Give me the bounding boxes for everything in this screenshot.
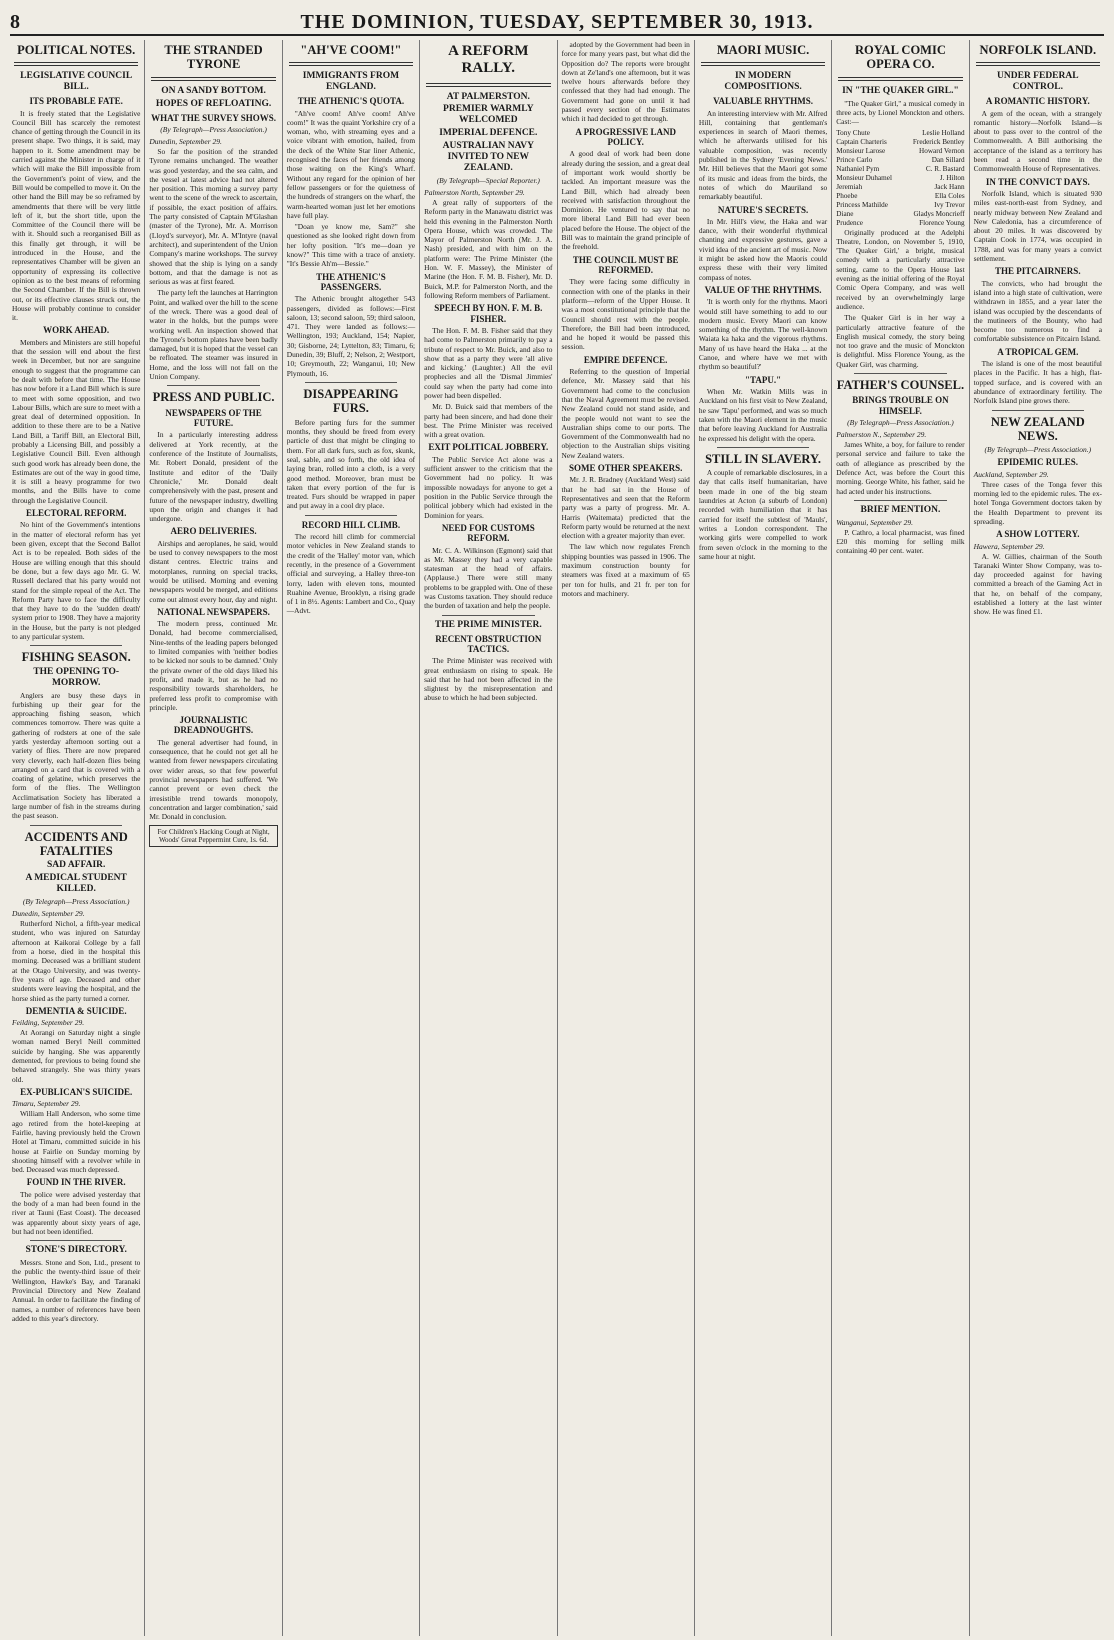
- subheadline: BRINGS TROUBLE ON HIMSELF.: [852, 395, 949, 416]
- paragraph: At Aorangi on Saturday night a single woman named Beryl Neill committed suicide by hanging. She was apparently demented, for previous to being found she behaved strangely. She was thirty years old.: [12, 1028, 141, 1084]
- subheadline: AUSTRALIAN NAVY INVITED TO NEW ZEALAND.: [442, 141, 535, 174]
- paragraph: An interesting interview with Mr. Alfred Hill, containing that gentleman's experiences in search of Maori themes, which he afterwards utilised for his valuable composition, was recently published in the Sydney 'Evening News.' Mr. Hill believes that the Maori got some of its music and ideas from the birds, the notes of which do Mauriland so remarkably beautiful.: [698, 108, 828, 202]
- section-heading: AERO DELIVERIES.: [170, 526, 257, 537]
- paragraph: adopted by the Government had been in force for many years past, but what did the Opposition do? The reports were brought down at Ze'land's one afternoon, but it was twelve hours afterwards before they confessed that they had had enough. The Government had gone on until it had passed every section of the Estimates which it had decided to get through.: [561, 40, 690, 124]
- subheadline: ITS PROBABLE FATE.: [29, 96, 123, 107]
- paragraph: Anglers are busy these days in furbishing up their gear for the approaching fishing season, which commences tomorrow. There was quite a gathering of rodsters at one of the sale yards yesterday afternoon sorting out a variety of flies. There are now prepared very cleverly, each half-dozen flies being arranged on a card that is covered with a coating of gelatine, which preserves the form of the flies. The Wellington Acclimatisation Society has liberated a large number of fish in the streams during the past season.: [12, 690, 141, 821]
- section-heading: NATIONAL NEWSPAPERS.: [157, 606, 270, 617]
- column-political-notes: [8, 40, 145, 1636]
- section-heading: VALUE OF THE RHYTHMS.: [704, 284, 822, 295]
- subheadline: A ROMANTIC HISTORY.: [985, 96, 1090, 107]
- cast-actor: Dan Sillard: [931, 155, 965, 164]
- paragraph: The convicts, who had brought the island into a high state of cultivation, were withdrawn in 1855, and a year later the island was occupied by the descendants of the mutineers of the Bounty, who had become too numerous to find a comfortable subsistence on Pitcairn Island.: [973, 278, 1102, 344]
- section-heading: EXIT POLITICAL JOBBERY.: [428, 442, 549, 453]
- cast-row: [836, 156, 964, 165]
- paragraph: The police were advised yesterday that the body of a man had been found in the river at Tauni (East Coast). The deceased was apparently about sixty years of age, but had not been identified.: [12, 1189, 141, 1236]
- section-heading: DEMENTIA & SUICIDE.: [25, 1005, 127, 1016]
- cast-role: Prince Carlo: [836, 155, 873, 164]
- paragraph: So far the position of the stranded Tyrone remains unchanged. The weather was good yesterday, and the sea calm, and the vessel at latest advice had not altered her position. This morning a survey party went to the scene of the wreck to ascertain, if possible, the exact position of affairs. The party consisted of Captain M'Glashan (master of the Tyrone), Mr. A. Morrison (Lloyd's surveyor), Mr. A. M'Intyre (naval architect), and superintendent of the Union Company's marine workshops. The survey showed that the ship is lying on a sandy bottom, and that the damage is not as serious as was at first feared.: [149, 146, 278, 287]
- paragraph: The law which now regulates French shipping bounties was passed in 1906. The maximum construction bounty for steamers was fixed at a maximum of 65 per ton for hulls, and 21 fr. per ton for motors and machinery.: [561, 542, 690, 598]
- section-heading: EPIDEMIC RULES.: [997, 457, 1079, 468]
- headline: "AH'VE COOM!": [300, 43, 402, 57]
- cast-row: [836, 129, 964, 138]
- paragraph: The Prime Minister was received with great enthusiasm on rising to speak. He said that he had not been affected in the slightest by the misrepresentation and abuse to which he had been subjected.: [424, 656, 553, 703]
- paragraph: 'It is worth only for the rhythms. Maori would still have something to add to our modern music. Every Maori can know something of the rhythm. The well-known Waiata ka haka and the vigorous rhythms. Many of us have heard the Haka ... at the Canoe, and where have we met with rhythm so beautiful?': [698, 297, 828, 372]
- headline: NEW ZEALAND NEWS.: [990, 414, 1085, 443]
- subheadline: BRIEF MENTION.: [860, 504, 941, 515]
- section-heading: THE COUNCIL MUST BE REFORMED.: [572, 254, 679, 275]
- subheadline: THE PRIME MINISTER.: [434, 619, 542, 630]
- paragraph: Mr. D. Buick said that members of the party had been sincere, and had done their best. The Prime Minister was received with a great ovation.: [424, 402, 553, 440]
- newspaper-title: THE DOMINION, TUESDAY, SEPTEMBER 30, 1913.: [300, 11, 814, 33]
- subheadline: HOPES OF REFLOATING.: [155, 98, 272, 109]
- byline: (By Telegraph—Press Association.): [160, 124, 267, 134]
- paragraph: James White, a boy, for failure to render personal service and failure to take the oath of allegiance as prescribed by the Defence Act, was before the Court this morning. George White, his father, said he had acted under his instructions.: [836, 440, 965, 496]
- column-comic-opera: [832, 40, 969, 1636]
- subheadline: THE ATHENIC'S QUOTA.: [297, 96, 405, 107]
- subheadline: RECENT OBSTRUCTION TACTICS.: [435, 633, 542, 654]
- section-heading: IN THE CONVICT DAYS.: [985, 176, 1090, 187]
- column-reform-rally: [420, 40, 557, 1636]
- section-heading: THE PITCAIRNERS.: [995, 266, 1081, 277]
- subheadline: A MEDICAL STUDENT KILLED.: [25, 873, 127, 895]
- section-heading: SOME OTHER SPEAKERS.: [569, 463, 683, 473]
- headline: NORFOLK ISLAND.: [979, 43, 1097, 57]
- subheadline: AT PALMERSTON.: [446, 91, 530, 102]
- cast-role: Monsieur Duhamel: [836, 173, 892, 182]
- paragraph: The island is one of the most beautiful places in the Pacific. It has a high, flat-topped surface, and is covered with an abundance of extraordinary fertility. The Norfolk Island pine grows there.: [973, 359, 1102, 406]
- headline: DISAPPEARING FURS.: [303, 386, 399, 416]
- section-heading: "TAPU.": [745, 374, 782, 385]
- paragraph: It is freely stated that the Legislative Council Bill has scarcely the remotest chance of getting through the Council in its present shape. Two things, it is said, may happen to it. Some amendment may be carried against the Minister in charge of it which will make the Bill impossible from the Government's point of view, and the Bill would be compelled to move it. On the other hand the Bill may be so reframed by amendments that there will be very little left of it, but the short title, upon the Committee of the Council there will be with it. Should such a reorganised Bill as this finally get through, it will be introduced in the House, and the representatives Chamber will be given an opportunity of expressing its collective opinion as to the best means of reforming the Second Chamber. If the Bill is thrown out, or its effective clauses struck out, the House will probably continue to consider it.: [12, 108, 141, 323]
- subheadline: STONE'S DIRECTORY.: [25, 1245, 127, 1256]
- cast-actor: C. R. Bastard: [925, 164, 965, 173]
- column-immigrants: [283, 40, 420, 1636]
- subheadline: PREMIER WARMLY WELCOMED: [443, 104, 534, 126]
- cast-role: Jeremiah: [836, 182, 863, 191]
- paragraph: Rutherford Nichol, a fifth-year medical student, who was injured on Saturday afternoon at Kaikorai College by a fall from a horse, died in the hospital this morning. Deceased was a brilliant student at the Otago University, and was twenty-five years of age. Deceased and other students were leaving the hospital, and the horse shied as the party turned a corner.: [12, 919, 141, 1003]
- paragraph: Members and Ministers are still hopeful that the session will end about the first week in December, but nor are sanguine enough to suggest that the programme can be dealt with before that time. The House has now before it a Land Bill which is sure to meet with some opposition, and two Labour Bills, which are sure to meet with a great deal of determined opposition. In addition to these there are to be a Native Land Bill, a Tariff Bill, an Electoral Bill, probably a Licensing Bill, and possibly a Legislative Council Bill. Even although such good work has already been done, the Estimates are out of the way in good time, it is still a heavy programme for two months, and the Bills have to come through the Legislative Council.: [12, 337, 141, 505]
- cast-row: [836, 147, 964, 156]
- cast-actor: Frederick Bentley: [912, 137, 965, 146]
- columns: [8, 40, 1106, 1636]
- paragraph: The modern press, continued Mr. Donald, had become commercialised, Nine-tenths of the leading papers belonged to limited companies with 'neither bodies to be kicked nor souls to be damned.' Only the private owner of the old days liked his profit, and made it, but as he had no responsibility towards shareholders, he preferred less profit to compromise with principle.: [149, 619, 278, 712]
- paragraph: They were facing some difficulty in connection with one of the planks in their platform—reform of the Upper House. It was a most constitutional principle that the Council should rest with the people. Therefore, the Bill had been introduced, and he hoped it would be passed this session.: [561, 277, 690, 352]
- subheadline: IMMIGRANTS FROM ENGLAND.: [302, 71, 400, 93]
- paragraph: Originally produced at the Adelphi Theatre, London, on November 5, 1910, 'The Quaker Girl,' a bright, musical comedy with a particularly attractive setting, came to the Opera House last evening as the initial offering of the Royal Comic Opera Company, and was well received by an overwhelmingly large audience.: [836, 227, 965, 311]
- section-heading: JOURNALISTIC DREADNOUGHTS.: [173, 715, 254, 736]
- subheadline: IMPERIAL DEFENCE.: [439, 128, 538, 139]
- page-number: 8: [10, 11, 20, 33]
- paragraph: In Mr. Hill's view, the Haka and war dance, with their wonderful rhythmical chanting and expressive gestures, gave a vivid idea of the ancient art of music. Now it might be asked how the Maoris could express these with their very limited compass of notes.: [698, 216, 828, 282]
- paragraph: Airships and aeroplanes, he said, would be used to convey newspapers to the most distant centres. Electric trains and motorplanes, running on special tracks, would be utilised. Morning and evening newspapers would be merged, and editions come out almost every hour, day and night.: [149, 538, 278, 604]
- subheadline: WHAT THE SURVEY SHOWS.: [151, 112, 276, 123]
- cast-row: [836, 219, 964, 228]
- section-heading: SPEECH BY HON. F. M. B. FISHER.: [434, 303, 543, 324]
- subheadline: VALUABLE RHYTHMS.: [713, 96, 813, 107]
- byline: (By Telegraph—Press Association.): [847, 418, 954, 428]
- paragraph: P. Cathro, a local pharmacist, was fined £20 this morning for selling milk containing 40 per cent. water.: [836, 527, 965, 556]
- headline: MAORI MUSIC.: [716, 43, 810, 57]
- paragraph: When Mr. Watkin Mills was in Auckland on his first visit to New Zealand, he saw 'Tapu' performed, and was so much taken with the Maori element in the music that before leaving Auckland for Australia he expressed his delight with the opera.: [698, 387, 828, 443]
- paragraph: The record hill climb for commercial motor vehicles in New Zealand stands to the credit of the 'Halley' motor van, which recently, in the presence of a Government official and surveying, a Halley three-ton lorry, laden with eleven tons, mounted Ruahine Avenue, Brooklyn, a rising grade of 1 in 8½. Agents: Lambert and Co., Quay—Advt.: [286, 532, 416, 616]
- byline: (By Telegraph—Press Association.): [22, 897, 130, 907]
- advertisement: For Children's Hacking Cough at Night, Woods' Great Peppermint Cure, 1s. 6d.: [149, 825, 277, 847]
- section-heading: NEED FOR CUSTOMS REFORM.: [441, 522, 535, 544]
- paragraph: "Doan ye know me, Sam?" she questioned as she looked right down from her lofty position. "It's me—doan ye know?" This time with a trace of anxiety. "It's Bessie Ah'm—Bessie.": [286, 222, 416, 269]
- column-maori-music: [695, 40, 832, 1636]
- section-heading: WORK AHEAD.: [43, 325, 110, 336]
- paragraph: William Hall Anderson, who some time ago retired from the hotel-keeping at Fairlie, having previously held the Crown Hotel at Timaru, committed suicide in his house at Fairlie on Sunday morning by shooting himself with a revolver while in bed. Deceased was much depressed.: [12, 1109, 141, 1175]
- column-reform-rally-continued: [558, 40, 695, 1636]
- cast-role: Nathaniel Pym: [836, 164, 880, 173]
- cast-row: [836, 138, 964, 147]
- cast-role: Phoebe: [836, 191, 858, 200]
- cast-row: [836, 201, 964, 210]
- section-heading: EX-PUBLICAN'S SUICIDE.: [20, 1086, 133, 1097]
- dateline: Dunedin, September 29.: [149, 136, 222, 146]
- cast-row: [836, 165, 964, 174]
- paragraph: Three cases of the Tonga fever this morning led to the epidemic rules. The ex-hotel Tonga Government doctors taken by the Health Department to prevent its spreading.: [973, 479, 1102, 526]
- paragraph: A good deal of work had been done already during the session, and a great deal of important work would shortly be tackled. An important measure was the Land Bill, which had already been received with satisfaction throughout the Dominion. He ventured to say that no more liberal Land Bill had ever been placed before the House. The object of the Bill was to maintain the grand principle of the freehold.: [561, 149, 690, 252]
- headline: FISHING SEASON.: [21, 650, 131, 665]
- subheadline: THE OPENING TO-MORROW.: [33, 666, 120, 688]
- dateline: Feilding, September 29.: [12, 1018, 85, 1028]
- subheadline: ON A SANDY BOTTOM.: [161, 85, 266, 96]
- paragraph: Before parting furs for the summer months, they should be freed from every particle of dust that might be clinging to them. For all dark furs, such as fox, skunk, seal, sable, and so forth, the old idea of laying bran, rolled into a cloth, is a very good method. Moreover, bran must be taken that every portion of the fur is treated. Furs should be wrapped in paper and put away in a cool dry place.: [286, 417, 416, 511]
- section-heading: NATURE'S SECRETS.: [717, 204, 809, 215]
- cast-role: Prudence: [836, 218, 863, 227]
- cast-actor: Florence Young: [919, 218, 965, 227]
- paragraph: "Ah've coom! Ah've coom! Ah've coom!" It was the quaint Yorkshire cry of a woman, who, with streaming eyes and a voice vibrant with emotion, hailed, from the deck of the White Star liner Athenic, recognised the faces of her friends among those waiting on the King's Wharf. Without any regard for the opinion of her fellow passengers or for the quietness of the hundreds of strangers on the wharf, the warm-hearted woman just let her emotions have full play.: [286, 108, 416, 220]
- byline: (By Telegraph—Press Association.): [984, 445, 1092, 455]
- headline: FATHER'S COUNSEL.: [836, 378, 965, 393]
- cast-role: Diane: [836, 209, 854, 218]
- headline: THE STRANDED TYRONE: [164, 43, 263, 72]
- dateline: Palmerston N., September 29.: [836, 430, 927, 440]
- dateline: Palmerston North, September 29.: [424, 187, 525, 197]
- dateline: Dunedin, September 29.: [12, 909, 85, 919]
- headline: ACCIDENTS AND FATALITIES: [24, 829, 128, 859]
- cast-actor: Ivy Trevor: [934, 200, 965, 209]
- paragraph: Referring to the question of Imperial defence, Mr. Massey said that his Government had come to the conclusion that the Naval Agreement must be revised. New Zealand could not stand aside, and the people would not want to see the Australian ships come to our ports. The Government of the Commonwealth had no objection to the Australian ships visiting New Zealand waters.: [561, 367, 690, 460]
- section-heading: EMPIRE DEFENCE.: [583, 354, 668, 365]
- cast-role: Captain Charteris: [836, 137, 887, 146]
- masthead: [10, 0, 1104, 36]
- cast-row: [836, 210, 964, 219]
- cast-actor: Howard Vernon: [919, 146, 965, 155]
- paragraph: Mr. J. R. Bradney (Auckland West) said that he had sat in the House of Representatives and seen that the Reform party was a party of progress. Mr. A. Harris (Waitemata) predicted that the Reform party would be returned at the next election with a greater majority than ever.: [561, 475, 690, 541]
- subheadline: IN "THE QUAKER GIRL.": [842, 85, 959, 96]
- column-stranded-tyrone: [145, 40, 282, 1636]
- paragraph: No hint of the Government's intentions in the matter of electoral reform has yet been given, except that the Second Ballot Act is to be repealed. Both sides of the House are willing enough that this should be done, but a few days ago Mr. G. W. Russell declared that his party would not stand for the simple repeal of the Act. The Reform Party have to face the difficulty that they have to do the 'sudden death' system prior to 1908. They have a majority in the House, but the party is not pledged to any particular system.: [12, 520, 141, 641]
- cast-role: Monsieur Larose: [836, 146, 886, 155]
- cast-role: Tony Chute: [836, 128, 870, 137]
- paragraph: Norfolk Island, which is situated 930 miles east-north-east from Sydney, and nearly midway between New Zealand and New Caledonia, has a circumference of about 20 miles. It was discovered by Captain Cook in 1774, was occupied in 1788, and was for many years a convict settlement.: [973, 188, 1102, 264]
- cast-actor: Ella Coles: [934, 191, 965, 200]
- section-heading: ELECTORAL REFORM.: [26, 508, 127, 519]
- cast-actor: Leslie Holland: [922, 128, 965, 137]
- paragraph: Messrs. Stone and Son, Ltd., present to the public the twenty-third issue of their Wellington, Hawke's Bay, and Taranaki Provincial Directory and New Zealand Annual. In order to facilitate the finding of names, a number of references have been added to this year's directory.: [12, 1258, 141, 1323]
- section-heading: A SHOW LOTTERY.: [996, 529, 1080, 540]
- paragraph: A gem of the ocean, with a strangely romantic history—Norfolk Island—is about to pass over to the control of the Commonwealth. A Bill authorising the acceptance of the island as a territory has been read a second time in the Commonwealth House of Representatives.: [973, 108, 1102, 174]
- paragraph: Mr. C. A. Wilkinson (Egmont) said that as Mr. Massey they had a very capable statesman at the head of affairs. (Applause.) There were still many problems to be grappled with. One of these was Customs taxation. They should reduce the burden of taxation and help the people.: [424, 545, 553, 611]
- section-heading: RECORD HILL CLIMB.: [301, 519, 401, 530]
- headline: POLITICAL NOTES.: [17, 43, 136, 57]
- paragraph: A couple of remarkable disclosures, in a day that calls itself humanitarian, have been made in one of the big steam laundries at Acton (a suburb of London) recorded with humiliation that it has carried for itself the subtlest of 'Mauls', writes a London correspondent. The working girls were compelled to work from seven o'clock in the morning to the same hour at night.: [698, 468, 828, 561]
- section-heading: FOUND IN THE RIVER.: [26, 1177, 126, 1188]
- cast-list: [836, 129, 964, 228]
- subheadline: UNDER FEDERAL CONTROL.: [997, 71, 1079, 93]
- paragraph: "The Quaker Girl," a musical comedy in three acts, by Lionel Monckton and others. Cast:—: [836, 98, 965, 127]
- paragraph: The Public Service Act alone was a sufficient answer to the criticism that the Government had no policy. It was impossible nowadays for anyone to get a position in the Public Service through the political jobbery which had existed in the Dominion for years.: [424, 454, 553, 520]
- cast-row: [836, 174, 964, 183]
- cast-actor: J. Hilton: [939, 173, 965, 182]
- paragraph: A great rally of supporters of the Reform party in the Manawatu district was held this evening in the Palmerston North Opera House, which was crowded. The Mayor of Palmerston North (Mr. J. A. Nash) presided, and with him on the platform were: The Prime Minister (the Hon. W. F. Massey), the Minister of Marine (the Hon. F. M. B. Fisher), Mr. D. Buick, M.P. for Palmerston North, and the following Reform members of Parliament.: [424, 197, 553, 300]
- subheadline: SAD AFFAIR.: [46, 860, 106, 871]
- subheadline: NEWSPAPERS OF THE FUTURE.: [165, 407, 262, 429]
- headline: STILL IN SLAVERY.: [705, 451, 822, 466]
- headline: PRESS AND PUBLIC.: [152, 390, 275, 405]
- paragraph: In a particularly interesting address delivered at York recently, at the conference of the Institute of Journalists, Mr. Robert Donald, president of the Institute and editor of the 'Daily Chronicle,' Mr. Donald dealt comprehensively with the past, present and future of the newspaper industry, dwelling upon the origin and changes it had undergone.: [149, 430, 278, 524]
- section-heading: THE ATHENIC'S PASSENGERS.: [316, 271, 386, 292]
- byline: (By Telegraph—Special Reporter.): [436, 175, 540, 185]
- section-heading: A TROPICAL GEM.: [997, 346, 1079, 357]
- dateline: Hawera, September 29.: [973, 541, 1045, 551]
- dateline: Wanganui, September 29.: [836, 517, 914, 527]
- subheadline: IN MODERN COMPOSITIONS.: [724, 71, 802, 93]
- cast-actor: Jack Hann: [934, 182, 965, 191]
- cast-actor: Gladys Moncrieff: [913, 209, 965, 218]
- dateline: Auckland, September 29.: [973, 469, 1049, 479]
- subheadline: LEGISLATIVE COUNCIL BILL.: [20, 71, 133, 93]
- headline: A REFORM RALLY.: [448, 43, 529, 77]
- dateline: Timaru, September 29.: [12, 1099, 81, 1109]
- cast-role: Princess Mathilde: [836, 200, 888, 209]
- paragraph: The general advertiser had found, in consequence, that he could not get all he wanted from fewer newspapers circulating over wider areas, so that few powerful provincial newspapers had suffered. 'We cannot prevent or even check the irresistible trend towards monopoly, concentration and larger combination,' said Mr. Donald in conclusion.: [149, 737, 278, 822]
- paragraph: The Athenic brought altogether 543 passengers, divided as follows:—First saloon, 13; second saloon, 59; third saloon, 471. They were landed as follows:—Wellington, 193; Auckland, 154; Napier, 30; Gisborne, 24; Lyttelton, 83; Timaru, 6; Dunedin, 39; Bluff, 2; Nelson, 2; Westport, 10; Greymouth, 22; Wanganui, 10; New Plymouth, 16.: [286, 294, 416, 378]
- paragraph: The party left the launches at Harrington Point, and walked over the hill to the scene of the wreck. There was a good deal of water in the holds, but the pumps were working well. An inspection showed that the Tyrone's bottom plates have been badly damaged, but it is hoped that the vessel can be refloated. The steamer was insured in Home, and the loss will not fall on the Union Company.: [149, 288, 278, 382]
- headline: ROYAL COMIC OPERA CO.: [855, 43, 946, 72]
- column-norfolk-island: [970, 40, 1106, 1636]
- cast-row: [836, 192, 964, 201]
- paragraph: The Hon. F. M. B. Fisher said that they had come to Palmerston primarily to pay a tribute of respect to Mr. Buick, and also to show that as a party they were 'all alive and kicking.' (Laughter.) All the evil prophecies and all the 'Dismal Jimmies' could say when the party had come into power had been dispelled.: [424, 325, 553, 400]
- paragraph: A. W. Gillies, chairman of the South Taranaki Winter Show Company, was to-day proceeded against for having committed a breach of the Gaming Act in that he, on behalf of the company, established a lottery at the last winter show. He was fined £1.: [973, 551, 1102, 617]
- cast-row: [836, 183, 964, 192]
- section-heading: A PROGRESSIVE LAND POLICY.: [575, 126, 676, 148]
- paragraph: The Quaker Girl is in her way a particularly attractive feature of the English musical comedy, the story being not too grave and the music of Monckton is delightful. Miss Florence Young, as the Quaker Girl, was charming.: [836, 313, 965, 369]
